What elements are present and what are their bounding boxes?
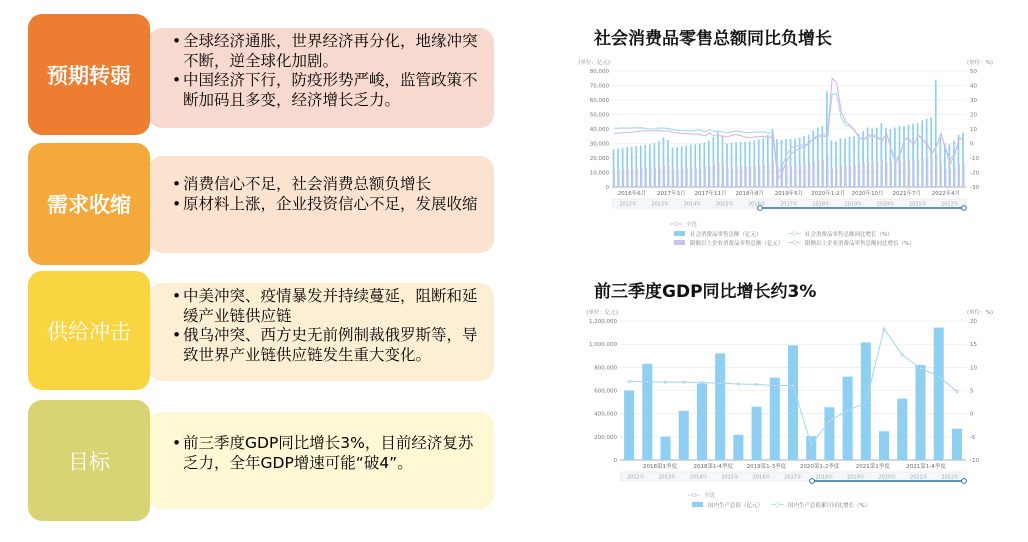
- bar: [672, 169, 674, 187]
- bar: [700, 167, 702, 187]
- bar: [800, 165, 802, 187]
- line-point: [810, 444, 812, 446]
- left-tick-label: 600,000: [594, 388, 617, 395]
- legend-swatch: [674, 240, 685, 245]
- bar: [642, 364, 652, 460]
- left-tick-label: 0: [613, 458, 617, 464]
- factor-label: 目标: [28, 400, 150, 521]
- slider-label: 2013年: [651, 201, 670, 208]
- left-tick-label: 20,000: [589, 156, 609, 162]
- x-tick-label: 2021第1-4季度: [906, 464, 946, 470]
- bar: [624, 391, 634, 461]
- range-handle-icon: [962, 479, 967, 484]
- factor-bullet: • 全球经济通胀，世界经济再分化，地缘冲突不断，逆全球化加剧。: [172, 32, 480, 71]
- right-tick-label: 20: [970, 112, 977, 119]
- bar: [636, 168, 638, 187]
- slider-label: 2016年: [747, 201, 766, 208]
- factor-row: [28, 271, 494, 390]
- bar: [859, 164, 861, 187]
- bar: [750, 166, 752, 187]
- x-tick-label: 2018第1季度: [643, 464, 677, 470]
- bar: [824, 407, 834, 460]
- line-point: [865, 402, 867, 404]
- left-axis-unit: (单位：亿元): [586, 310, 618, 316]
- bar: [827, 155, 829, 187]
- line-point: [847, 409, 849, 411]
- slider-label: 2020年: [876, 201, 895, 208]
- bar: [908, 160, 910, 187]
- left-tick-label: 70,000: [589, 83, 609, 90]
- bar: [772, 161, 774, 187]
- bar: [618, 169, 620, 187]
- right-axis-unit: (单位：%): [966, 60, 994, 66]
- x-tick-label: 2020年1-2月: [811, 191, 846, 197]
- right-tick-label: -30: [970, 185, 979, 191]
- slider-label: 2020年: [878, 474, 897, 481]
- legend-swatch: [776, 503, 780, 507]
- factor-label: 预期转弱: [28, 14, 150, 135]
- bar: [899, 161, 901, 187]
- x-tick-label: 2019第1-3季度: [746, 464, 787, 470]
- x-tick-label: 2021第1季度: [855, 464, 890, 470]
- x-tick-label: 2017年11月: [694, 191, 727, 197]
- bar: [654, 167, 656, 187]
- right-tick-label: -5: [970, 434, 976, 441]
- bar: [695, 168, 697, 187]
- slider-label: 2022年: [941, 474, 960, 481]
- bar: [752, 407, 762, 460]
- left-tick-label: 400,000: [594, 411, 617, 418]
- slider-label: 2021年: [909, 474, 928, 481]
- bar: [913, 160, 915, 187]
- right-tick-label: 0: [970, 411, 974, 418]
- factor-row: [28, 400, 494, 521]
- bar: [745, 167, 747, 187]
- right-tick-label: 20: [970, 319, 977, 325]
- legend-label: 社会消费品零售总额（亿元）: [690, 232, 762, 238]
- bar: [759, 166, 761, 187]
- slider-label: 2013年: [658, 474, 677, 481]
- bar: [872, 162, 874, 187]
- bar: [795, 165, 797, 187]
- legend-swatch: [674, 222, 678, 226]
- bar: [613, 170, 615, 187]
- bar: [931, 157, 933, 187]
- left-tick-label: 200,000: [594, 434, 617, 441]
- legend-select-all: 全选: [704, 493, 716, 499]
- right-tick-label: 15: [970, 342, 977, 349]
- bar: [831, 167, 833, 187]
- slider-label: 2018年: [815, 474, 834, 481]
- factor-label: 需求收缩: [28, 143, 150, 265]
- factor-bullet: • 原材料上涨，企业投资信心不足，发展收缩: [172, 195, 480, 215]
- left-tick-label: 40,000: [589, 127, 609, 133]
- range-handle-icon: [962, 206, 967, 211]
- x-tick-label: 2016年6月: [617, 191, 647, 197]
- bar: [934, 328, 944, 460]
- right-tick-label: -10: [970, 458, 979, 464]
- right-axis-unit: (单位：%): [966, 310, 994, 316]
- factor-label: 供给冲击: [28, 271, 150, 390]
- bar: [788, 345, 798, 460]
- legend-label: 国内生产总值（亿元）: [708, 503, 764, 509]
- slider-label: 2017年: [784, 474, 802, 481]
- bar: [890, 162, 892, 187]
- bar: [781, 166, 783, 187]
- line-point: [701, 382, 703, 384]
- bar: [661, 437, 671, 460]
- line-point: [919, 367, 921, 369]
- bar: [677, 169, 679, 187]
- bar: [936, 154, 938, 187]
- bar: [843, 377, 853, 460]
- factor-row: [28, 143, 494, 265]
- slider-label: 2016年: [752, 474, 771, 481]
- bar: [768, 164, 770, 187]
- right-tick-label: -20: [970, 170, 979, 177]
- bar: [868, 162, 870, 187]
- bar: [722, 164, 724, 187]
- left-tick-label: 10,000: [589, 170, 609, 177]
- bar: [922, 159, 924, 187]
- line-point: [737, 383, 739, 385]
- bar: [632, 169, 634, 187]
- line-point: [755, 383, 757, 385]
- bar: [733, 435, 743, 460]
- bar: [918, 160, 920, 187]
- gdp-chart: [586, 306, 1020, 528]
- bar: [770, 378, 780, 460]
- bar: [736, 167, 738, 187]
- line-point: [683, 381, 685, 383]
- slider-label: 2019年: [844, 201, 863, 208]
- bar: [697, 384, 707, 460]
- x-tick-label: 2022年4月: [931, 191, 961, 197]
- bar: [958, 165, 960, 187]
- factor-panel: [148, 283, 494, 381]
- bar: [881, 160, 883, 187]
- factor-bullet: • 中美冲突、疫情暴发并持续蔓延，阻断和延缓产业链供应链: [172, 287, 480, 326]
- slider-label: 2014年: [689, 474, 708, 481]
- factor-bullet: • 中国经济下行，防疫形势严峻，监管政策不断加码且多变，经济增长乏力。: [172, 71, 480, 110]
- legend-swatch: [793, 232, 797, 236]
- x-tick-label: 2020年10月: [851, 191, 884, 197]
- right-tick-label: 0: [970, 141, 974, 148]
- retail-sales-chart: [578, 56, 1020, 288]
- legend-swatch: [674, 231, 685, 236]
- chart1-title: 社会消费品零售总额同比负增长: [594, 29, 832, 49]
- line-point: [774, 384, 776, 386]
- slider-label: 2012年: [626, 474, 645, 481]
- line-point: [883, 328, 885, 330]
- x-tick-label: 2018第1-4季度: [693, 464, 733, 470]
- slider-label: 2015年: [715, 201, 734, 208]
- bar: [822, 160, 824, 187]
- bar: [927, 158, 929, 187]
- slider-label: 2012年: [619, 201, 637, 208]
- line-point: [646, 381, 648, 383]
- bar: [731, 167, 733, 187]
- bar: [786, 166, 788, 187]
- bar: [645, 168, 647, 187]
- bar: [679, 411, 689, 460]
- bar: [686, 168, 688, 187]
- bar: [897, 399, 907, 460]
- slider-label: 2018年: [812, 201, 831, 208]
- bar: [741, 167, 743, 187]
- legend-select-all: 全选: [686, 222, 698, 228]
- factor-bullet: • 前三季度GDP同比增长3%，目前经济复苏乏力，全年GDP增速可能“破4”。: [172, 434, 480, 473]
- left-tick-label: 30,000: [589, 141, 609, 148]
- right-tick-label: 10: [970, 365, 977, 372]
- range-handle-icon: [810, 479, 815, 484]
- bar: [954, 167, 956, 187]
- factor-panel: [148, 28, 494, 128]
- bar: [659, 166, 661, 187]
- bar: [650, 168, 652, 187]
- bar: [709, 166, 711, 187]
- legend-label: 限额以上企业消费品零售总额同比增长（%）: [805, 241, 915, 247]
- bar: [718, 162, 720, 187]
- right-tick-label: 50: [970, 69, 977, 75]
- left-tick-label: 800,000: [594, 365, 617, 372]
- bar: [963, 164, 965, 187]
- legend-swatch: [692, 502, 703, 507]
- right-tick-label: 40: [970, 83, 977, 90]
- bar: [877, 162, 879, 187]
- bar: [691, 168, 693, 187]
- bar: [836, 168, 838, 187]
- legend-label: 社会消费品零售总额同比增长（%）: [805, 232, 893, 238]
- factor-bullet: • 俄乌冲突、西方史无前例制裁俄罗斯等，导致世界产业链供应链发生重大变化。: [172, 326, 480, 365]
- bar: [623, 169, 625, 187]
- slider-label: 2017年: [780, 201, 798, 208]
- factor-row: [28, 14, 494, 135]
- bar: [713, 164, 715, 187]
- factor-panel: [148, 412, 494, 509]
- line-point: [956, 390, 958, 392]
- slider-label: 2014年: [683, 201, 702, 208]
- bar: [627, 169, 629, 187]
- right-tick-label: 30: [970, 98, 977, 104]
- bar: [663, 165, 665, 187]
- left-axis-unit: (单位：亿元): [578, 60, 610, 66]
- bar: [704, 167, 706, 187]
- bar: [915, 365, 925, 460]
- left-tick-label: 0: [605, 185, 609, 191]
- line-point: [828, 420, 830, 422]
- bar: [886, 162, 888, 187]
- bar: [641, 168, 643, 187]
- line-point: [901, 354, 903, 356]
- bar: [849, 166, 851, 187]
- bar: [945, 168, 947, 187]
- bar: [715, 353, 725, 460]
- x-tick-label: 2018年8月: [735, 191, 764, 197]
- left-tick-label: 1,000,000: [589, 342, 617, 349]
- bar: [879, 431, 889, 460]
- left-tick-label: 1,200,000: [589, 319, 617, 325]
- bar: [840, 166, 842, 187]
- bar: [727, 167, 729, 187]
- left-tick-label: 80,000: [589, 69, 609, 75]
- legend-label: 国内生产总值累计同比增长（%）: [788, 503, 871, 509]
- bar: [863, 163, 865, 187]
- bar: [854, 165, 856, 187]
- right-tick-label: -10: [970, 156, 979, 162]
- bar: [668, 166, 670, 187]
- line-point: [938, 375, 940, 377]
- line-point: [664, 381, 666, 383]
- series-line: [614, 94, 963, 173]
- right-tick-label: 5: [970, 388, 974, 395]
- bar: [809, 164, 811, 187]
- line-point: [719, 382, 721, 384]
- left-tick-label: 50,000: [589, 112, 609, 119]
- bar: [940, 166, 942, 187]
- bar: [804, 164, 806, 187]
- x-tick-label: 2021年7月: [892, 191, 921, 197]
- bar: [754, 166, 756, 187]
- bar: [763, 165, 765, 187]
- legend-swatch: [692, 493, 696, 497]
- legend-swatch: [793, 241, 797, 245]
- bar: [845, 166, 847, 187]
- bar: [952, 429, 962, 460]
- x-tick-label: 2020第1-2季度: [799, 464, 840, 470]
- slider-label: 2021年: [908, 201, 927, 208]
- bar: [813, 162, 815, 187]
- x-tick-label: 2019年5月: [774, 191, 804, 197]
- bar: [790, 165, 792, 187]
- bar: [949, 169, 951, 187]
- bar: [904, 161, 906, 187]
- line-point: [628, 380, 630, 382]
- chart2-title: 前三季度GDP同比增长约3%: [594, 282, 817, 302]
- bar: [818, 160, 820, 187]
- line-point: [792, 384, 794, 386]
- left-tick-label: 60,000: [589, 98, 609, 104]
- x-tick-label: 2017年3月: [657, 191, 686, 197]
- factor-panel: [148, 156, 494, 253]
- bar: [895, 162, 897, 187]
- slider-label: 2019年: [847, 474, 865, 481]
- legend-label: 限额以上企业消费品零售总额（亿元）: [690, 241, 784, 247]
- right-tick-label: 10: [970, 127, 977, 133]
- bar: [682, 169, 684, 187]
- slider-label: 2015年: [721, 474, 739, 481]
- slider-label: 2022年: [941, 201, 959, 208]
- factor-bullet: • 消费信心不足，社会消费总额负增长: [172, 175, 480, 195]
